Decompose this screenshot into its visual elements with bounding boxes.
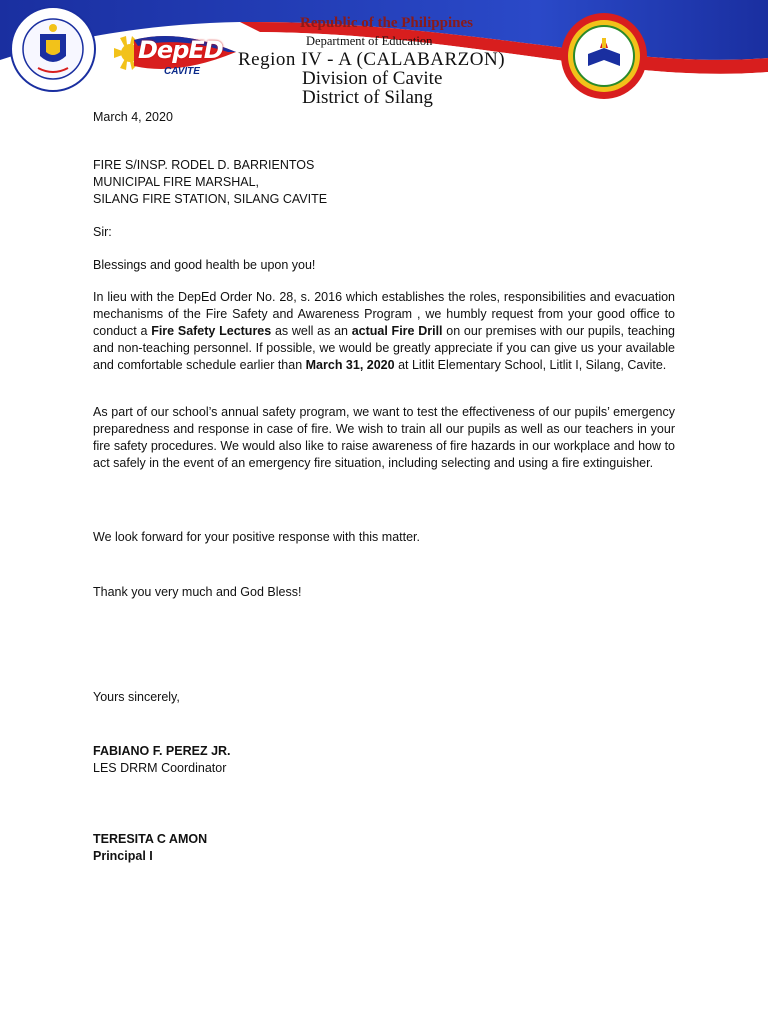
deped-logo-sub: CAVITE bbox=[164, 66, 200, 77]
signatory-coordinator bbox=[93, 743, 675, 777]
paragraph-request bbox=[93, 289, 675, 374]
signatory2-title: Principal I bbox=[93, 849, 153, 863]
para1-bold-3: March 31, 2020 bbox=[305, 358, 395, 372]
letter-date: March 4, 2020 bbox=[93, 110, 173, 124]
region-heading: Region IV - A (CALABARZON) bbox=[238, 49, 506, 70]
signatory-principal bbox=[93, 831, 675, 865]
paragraph-thanks: Thank you very much and God Bless! bbox=[93, 585, 302, 599]
signatory1-name: FABIANO F. PEREZ JR. bbox=[93, 744, 231, 758]
para1-text-3: on our premises with our pupils, teaching and non-teaching personnel. If possible, we would be greatly appreciate if you can give us your available and comfortable schedule earlier than bbox=[93, 324, 675, 372]
district-heading: District of Silang bbox=[302, 87, 433, 108]
para1-text-1: In lieu with the DepEd Order No. 28, s. 2016 which establishes the roles, responsibilities and evacuation mechanisms of the Fire Safety and Awareness Program , we humbly request from your good office to conduct a bbox=[93, 290, 675, 338]
recipient-block bbox=[93, 157, 675, 208]
greeting: Blessings and good health be upon you! bbox=[93, 258, 316, 272]
republic-heading: Republic of the Philippines bbox=[300, 15, 473, 31]
paragraph-response: We look forward for your positive response with this matter. bbox=[93, 530, 420, 544]
signatory1-title: LES DRRM Coordinator bbox=[93, 761, 227, 775]
para1-text-2: as well as an bbox=[271, 324, 352, 338]
para1-text-4: at Litlit Elementary School, Litlit I, Silang, Cavite. bbox=[394, 358, 667, 372]
deped-logo-text: DepED bbox=[138, 36, 223, 64]
closing: Yours sincerely, bbox=[93, 690, 180, 704]
recipient-title: MUNICIPAL FIRE MARSHAL, bbox=[93, 175, 259, 189]
signatory2-name: TERESITA C AMON bbox=[93, 832, 208, 846]
letterhead bbox=[0, 0, 768, 112]
deped-seal-logo bbox=[10, 6, 96, 92]
paragraph-program: As part of our school’s annual safety program, we want to test the effectiveness of our pupils’ emergency preparedness and response in case of fire. We wish to train all our pupils as well as our teachers in your fire safety procedures. We would also like to raise awareness of fire hazards in our workplace and how to act safely in the event of an emergency fire situation, including selecting and using a fire extinguisher. bbox=[93, 405, 675, 470]
para1-bold-2: actual Fire Drill bbox=[351, 324, 443, 338]
para1-bold-1: Fire Safety Lectures bbox=[151, 324, 272, 338]
department-heading: Department of Education bbox=[306, 34, 433, 48]
division-heading: Division of Cavite bbox=[302, 68, 443, 89]
school-seal-logo bbox=[560, 12, 648, 100]
recipient-office: SILANG FIRE STATION, SILANG CAVITE bbox=[93, 192, 328, 206]
recipient-name: FIRE S/INSP. RODEL D. BARRIENTOS bbox=[93, 158, 315, 172]
salutation: Sir: bbox=[93, 225, 112, 239]
